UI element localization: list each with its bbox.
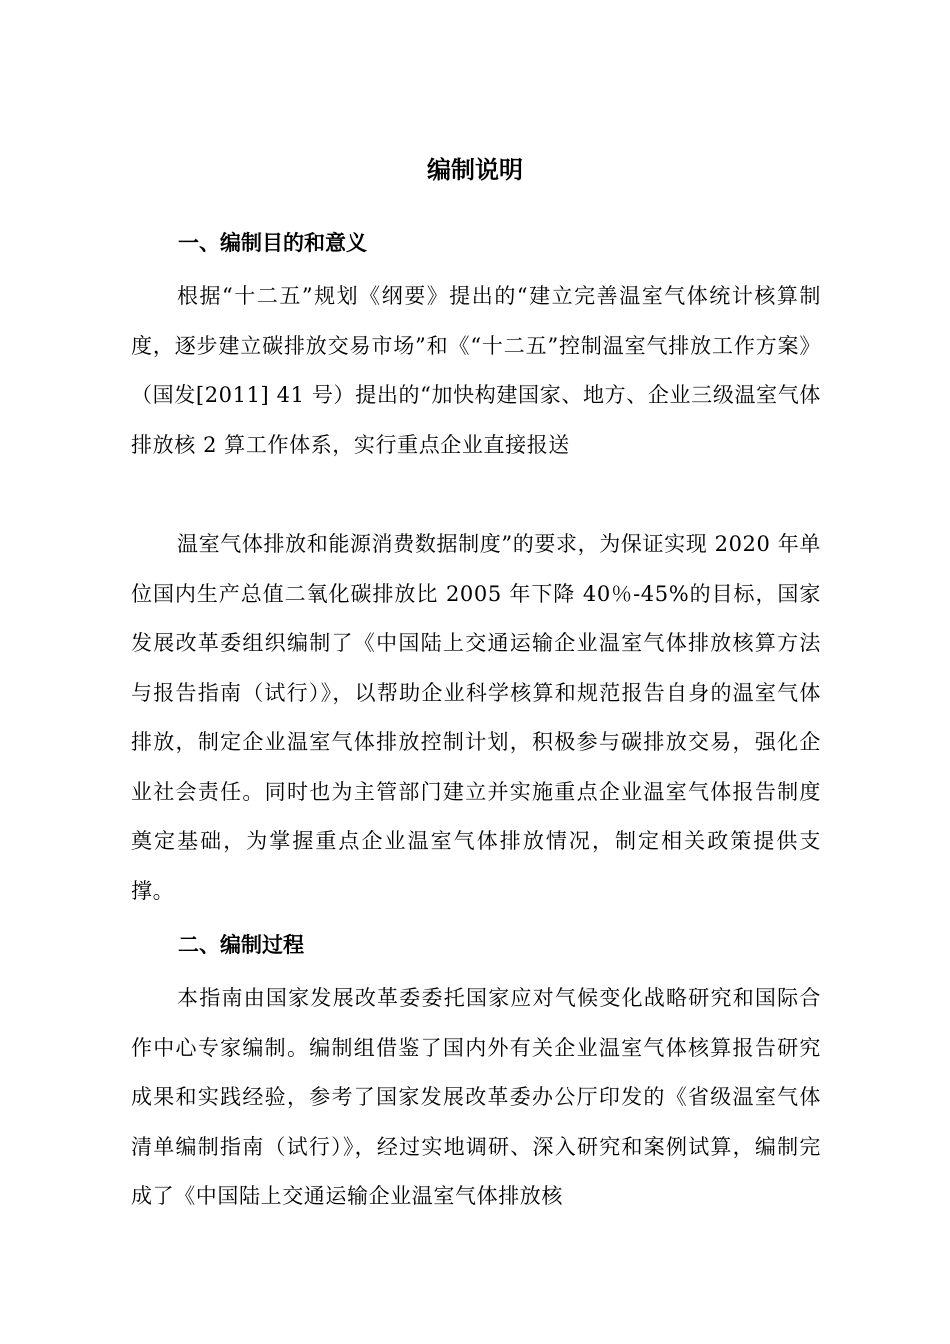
section-heading-process: 二、编制过程 [178,933,304,957]
section-heading-purpose: 一、编制目的和意义 [178,231,367,255]
paragraph-purpose-2: 温室气体排放和能源消费数据制度”的要求，为保证实现 2020 年单位国内生产总值二氧化碳排放比 2005 年下降 40％-45%的目标，国家发展改革委组织编制了《中国陆上交通运输企业温室气体排放核算方法与报告指南（试行）》，以帮助企业科学核算和规范报告自身的温室气体排放，制定企业温室气体排放控制计划，积极参与碳排放交易，强化企业社会责任。同时也为主管部门建立并实施重点企业温室气体报告制度奠定基础，为掌握重点企业温室气体排放情况，制定相关政策提供支撑。 [131,532,821,903]
paragraph-purpose-1: 根据“十二五”规划《纲要》提出的“建立完善温室气体统计核算制度，逐步建立碳排放交易市场”和《“十二五”控制温室气排放工作方案》（国发[2011] 41 号）提出的“加快构建国家、地方、企业三级温室气体排放核 2 算工作体系，实行重点企业直接报送 [131,284,821,457]
paragraph-process-1: 本指南由国家发展改革委委托国家应对气候变化战略研究和国际合作中心专家编制。编制组借鉴了国内外有关企业温室气体核算报告研究成果和实践经验，参考了国家发展改革委办公厅印发的《省级温室气体清单编制指南（试行）》，经过实地调研、深入研究和案例试算，编制完成了《中国陆上交通运输企业温室气体排放核 [131,986,821,1208]
document-title: 编制说明 [427,156,523,184]
